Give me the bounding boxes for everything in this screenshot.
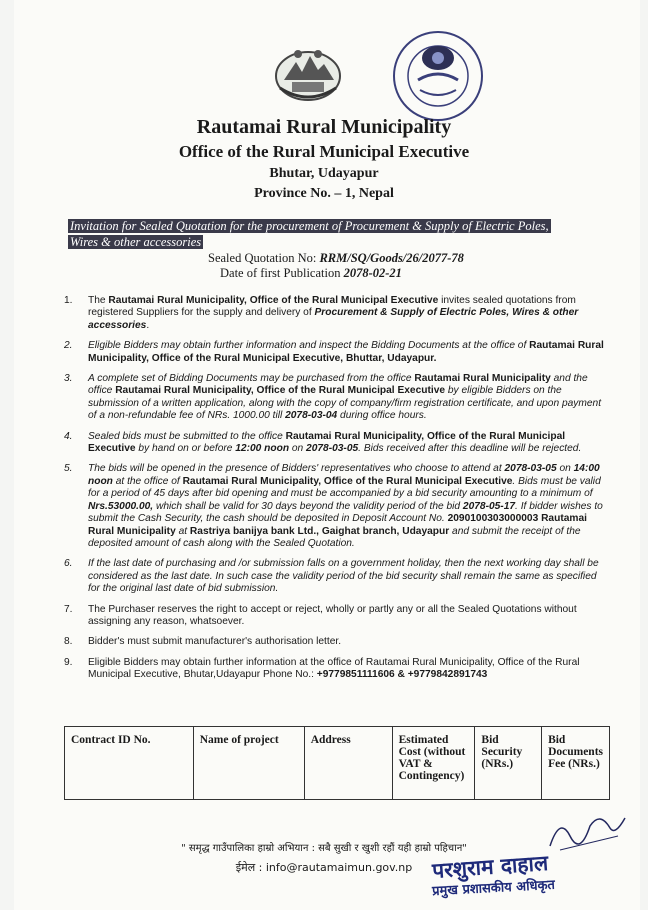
- table-header-cell: Bid Security (NRs.): [475, 727, 542, 800]
- table-header-cell: Name of project: [193, 727, 304, 800]
- list-item: 6. If the last date of purchasing and /or submission falls on a government holiday, then the next working day shall be considered as the last date. In such case the validity period of the bid security shall remain the same as specified for the original last date of bid submission.: [64, 558, 599, 595]
- list-item: 5. The bids will be opened in the presence of Bidders' representatives who choose to attend at 2078-03-05 on 14:00 noon at the office of Rautamai Rural Municipality, Office of the Rural Municipal Executive. Bids must be valid for a period of 45 days after bid opening and must be accompanied by a bid security amounting to a minimum of Nrs.53000.00, which shall be valid for 30 days beyond the validity period of the bid 2078-05-17. If bidder wishes to submit the Cash Security, the cash should be deposited in Deposit Account No. 2090100303000003 Rautamai Rural Municipality at Rastriya banijya bank Ltd., Gaighat branch, Udayapur and submit the receipt of the deposited amount of cash along with the Sealed Quotation.: [64, 463, 603, 549]
- province: Province No. – 1, Nepal: [254, 186, 394, 201]
- list-item: 3. A complete set of Bidding Documents may be purchased from the office Rautamai Rural Municipality and the office Rautamai Rural Municipality, Office of the Rural Municipal Executive by eligible Bidders on the submission of a written application, along with the copy of company/firm registration certificate, and upon payment of a non-refundable fee of NRs. 1000.00 till 2078-03-04 during office hours.: [64, 373, 602, 422]
- official-stamp: [431, 850, 632, 900]
- contract-table: [64, 726, 610, 800]
- municipality-seal-icon: [390, 28, 486, 124]
- footer-slogan: " समृद्ध गाउँपालिका हाम्रो अभियान : सबै सुखी र खुशी रहौं यही हाम्रो पहिचान": [181, 843, 467, 854]
- official-name: परशुराम दाहाल: [431, 850, 549, 883]
- table-header-cell: Address: [304, 727, 392, 800]
- list-item: 2. Eligible Bidders may obtain further information and inspect the Bidding Documents at the office of Rautamai Rural Municipality, Office of the Rural Municipal Executive, Bhuttar, Udayapur.: [64, 340, 604, 364]
- table-header-cell: Estimated Cost (without VAT & Contingency): [392, 727, 475, 800]
- list-item: 4. Sealed bids must be submitted to the office Rautamai Rural Municipality, Office of the Rural Municipal Executive by hand on or before 12:00 noon on 2078-03-05. Bids received after this deadline will be rejected.: [64, 430, 582, 455]
- government-emblem-icon: [270, 44, 346, 104]
- municipality-name: Rautamai Rural Municipality: [196, 116, 452, 138]
- list-item: 7. The Purchaser reserves the right to accept or reject, wholly or partly any or all the Sealed Quotations without assigning any reason, whatsoever.: [64, 603, 577, 627]
- notice-items: [64, 295, 604, 690]
- office-name: Office of the Rural Municipal Executive: [178, 142, 470, 161]
- table-header-cell: Contract ID No.: [65, 727, 194, 800]
- footer-email: ईमेल : info@rautamaimun.gov.np: [235, 861, 413, 874]
- table-header-cell: Bid Documents Fee (NRs.): [542, 727, 610, 800]
- quotation-info: Sealed Quotation No: RRM/SQ/Goods/26/2077-78 Date of first Publication 2078-02-21: [208, 251, 464, 280]
- office-address: Bhutar, Udayapur: [269, 166, 379, 181]
- invitation-title: Invitation for Sealed Quotation for the procurement of Procurement & Supply of Electric Poles, Wires & other accessories: [70, 219, 549, 249]
- table-row: [65, 727, 610, 800]
- sq-number: RRM/SQ/Goods/26/2077-78: [319, 251, 464, 265]
- publication-date: 2078-02-21: [343, 266, 402, 280]
- list-item: 9. Eligible Bidders may obtain further information at the office of Rautamai Rural Municipality, Office of the Rural Municipal Executive, Bhutar,Udayapur Phone No.: +9779851111606 & +9779842891743: [64, 656, 580, 681]
- list-item: 1. The Rautamai Rural Municipality, Office of the Rural Municipal Executive invites sealed quotations from registered Suppliers for the supply and delivery of Procurement & Supply of Electric Poles, Wires & other accessories.: [64, 295, 579, 331]
- official-title: प्रमुख प्रशासकीय अधिकृत: [431, 877, 556, 900]
- list-item: 8. Bidder's must submit manufacturer's authorisation letter.: [64, 636, 342, 648]
